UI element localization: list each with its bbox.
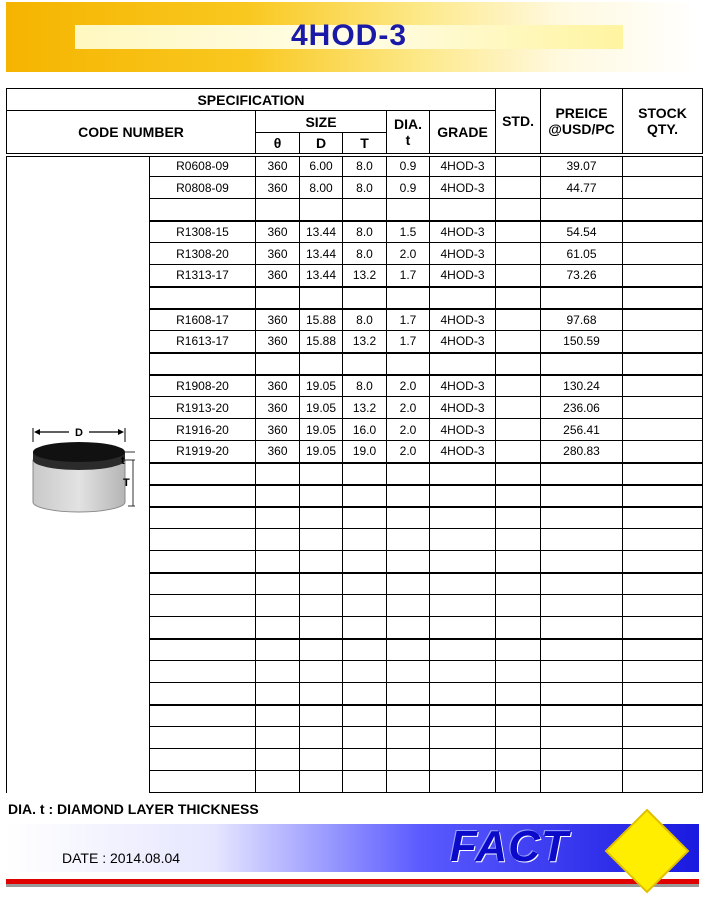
dia-cell: 2.0 (387, 419, 430, 441)
d-cell (300, 463, 343, 485)
stock-cell (623, 353, 703, 375)
dia-cell (387, 749, 430, 771)
dia-cell: 0.9 (387, 177, 430, 199)
std-cell (496, 595, 541, 617)
stock-cell (623, 727, 703, 749)
price-cell (541, 529, 623, 551)
grade-cell: 4HOD-3 (430, 177, 496, 199)
stock-cell (623, 683, 703, 705)
t-cell: 13.2 (343, 397, 387, 419)
d-cell (300, 705, 343, 727)
code-cell (150, 749, 256, 771)
theta-cell (256, 463, 300, 485)
d-cell (300, 749, 343, 771)
grade-cell (430, 771, 496, 793)
price-cell: 150.59 (541, 331, 623, 353)
t-cell (343, 683, 387, 705)
header-code-number: CODE NUMBER (7, 111, 256, 155)
grade-cell (430, 727, 496, 749)
code-cell: R1308-20 (150, 243, 256, 265)
code-cell (150, 529, 256, 551)
grade-cell: 4HOD-3 (430, 331, 496, 353)
d-cell (300, 199, 343, 221)
code-cell (150, 683, 256, 705)
grade-cell (430, 485, 496, 507)
code-cell: R1908-20 (150, 375, 256, 397)
header-dia (387, 111, 430, 155)
code-cell (150, 551, 256, 573)
fact-logo: FACT (450, 822, 569, 871)
theta-cell (256, 551, 300, 573)
header-t: T (343, 133, 387, 155)
stock-cell (623, 463, 703, 485)
stock-cell (623, 595, 703, 617)
footnote: DIA. t : DIAMOND LAYER THICKNESS (8, 801, 259, 817)
dia-cell (387, 551, 430, 573)
stock-cell (623, 507, 703, 529)
t-cell (343, 199, 387, 221)
dia-cell: 1.7 (387, 309, 430, 331)
price-cell: 39.07 (541, 155, 623, 177)
code-cell (150, 727, 256, 749)
t-cell: 8.0 (343, 375, 387, 397)
std-cell (496, 441, 541, 463)
grade-cell (430, 507, 496, 529)
dia-cell (387, 661, 430, 683)
code-cell (150, 463, 256, 485)
stock-cell (623, 265, 703, 287)
theta-cell: 360 (256, 265, 300, 287)
dia-cell (387, 683, 430, 705)
theta-cell (256, 705, 300, 727)
std-cell (496, 771, 541, 793)
t-cell (343, 771, 387, 793)
theta-cell (256, 683, 300, 705)
d-cell: 13.44 (300, 243, 343, 265)
code-cell (150, 617, 256, 639)
std-cell (496, 155, 541, 177)
code-cell: R1613-17 (150, 331, 256, 353)
stock-cell (623, 441, 703, 463)
dia-cell (387, 639, 430, 661)
d-cell: 19.05 (300, 375, 343, 397)
std-cell (496, 309, 541, 331)
theta-cell (256, 573, 300, 595)
dia-cell (387, 353, 430, 375)
grade-cell (430, 595, 496, 617)
t-cell (343, 705, 387, 727)
std-cell (496, 287, 541, 309)
code-cell: R0808-09 (150, 177, 256, 199)
grade-cell: 4HOD-3 (430, 375, 496, 397)
product-image-cell (7, 155, 150, 793)
d-cell: 8.00 (300, 177, 343, 199)
dia-cell: 2.0 (387, 243, 430, 265)
code-cell: R1608-17 (150, 309, 256, 331)
spec-body (7, 155, 703, 793)
d-cell (300, 507, 343, 529)
price-cell (541, 199, 623, 221)
stock-cell (623, 617, 703, 639)
t-cell: 8.0 (343, 177, 387, 199)
header-price-line1: PREICE (555, 104, 608, 121)
theta-cell: 360 (256, 221, 300, 243)
std-cell (496, 463, 541, 485)
code-cell (150, 771, 256, 793)
std-cell (496, 705, 541, 727)
theta-cell: 360 (256, 243, 300, 265)
theta-cell (256, 639, 300, 661)
code-cell (150, 705, 256, 727)
d-cell (300, 529, 343, 551)
diagram-label-small-t: t (121, 454, 125, 467)
d-cell (300, 485, 343, 507)
price-cell: 130.24 (541, 375, 623, 397)
std-cell (496, 265, 541, 287)
price-cell (541, 463, 623, 485)
t-cell (343, 485, 387, 507)
dia-cell (387, 529, 430, 551)
price-cell (541, 639, 623, 661)
theta-cell (256, 617, 300, 639)
table-row (7, 155, 703, 177)
price-cell (541, 551, 623, 573)
stock-cell (623, 419, 703, 441)
dia-cell (387, 705, 430, 727)
t-cell (343, 639, 387, 661)
header-size: SIZE (256, 111, 387, 133)
dia-cell (387, 507, 430, 529)
d-cell (300, 595, 343, 617)
stock-cell (623, 309, 703, 331)
price-cell: 44.77 (541, 177, 623, 199)
code-cell: R0608-09 (150, 155, 256, 177)
std-cell (496, 397, 541, 419)
t-cell: 13.2 (343, 331, 387, 353)
std-cell (496, 353, 541, 375)
price-cell (541, 771, 623, 793)
dia-cell (387, 771, 430, 793)
grade-cell: 4HOD-3 (430, 419, 496, 441)
code-cell (150, 287, 256, 309)
stock-cell (623, 529, 703, 551)
std-cell (496, 375, 541, 397)
t-cell: 8.0 (343, 243, 387, 265)
theta-cell (256, 199, 300, 221)
t-cell: 8.0 (343, 309, 387, 331)
t-cell: 13.2 (343, 265, 387, 287)
std-cell (496, 573, 541, 595)
footer-gray-line (6, 884, 699, 887)
std-cell (496, 551, 541, 573)
grade-cell: 4HOD-3 (430, 243, 496, 265)
header-dia-line1: DIA. (394, 115, 422, 132)
code-cell: R1313-17 (150, 265, 256, 287)
code-cell (150, 595, 256, 617)
header-stock-line2: QTY. (646, 120, 679, 137)
d-cell: 15.88 (300, 309, 343, 331)
price-cell (541, 287, 623, 309)
theta-cell: 360 (256, 177, 300, 199)
d-cell: 6.00 (300, 155, 343, 177)
code-cell: R1916-20 (150, 419, 256, 441)
std-cell (496, 683, 541, 705)
stock-cell (623, 199, 703, 221)
grade-cell: 4HOD-3 (430, 441, 496, 463)
price-cell: 256.41 (541, 419, 623, 441)
price-cell (541, 353, 623, 375)
stock-cell (623, 155, 703, 177)
header-price-line2: @USD/PC (548, 120, 615, 137)
code-cell (150, 485, 256, 507)
theta-cell (256, 485, 300, 507)
code-cell (150, 573, 256, 595)
theta-cell (256, 771, 300, 793)
dia-cell: 0.9 (387, 155, 430, 177)
code-cell (150, 353, 256, 375)
stock-cell (623, 771, 703, 793)
grade-cell: 4HOD-3 (430, 309, 496, 331)
header-std: STD. (496, 89, 541, 155)
code-cell (150, 661, 256, 683)
d-cell: 19.05 (300, 419, 343, 441)
dia-cell (387, 595, 430, 617)
std-cell (496, 661, 541, 683)
code-cell: R1919-20 (150, 441, 256, 463)
stock-cell (623, 639, 703, 661)
dia-cell (387, 573, 430, 595)
theta-cell (256, 661, 300, 683)
d-cell (300, 661, 343, 683)
price-cell (541, 661, 623, 683)
grade-cell (430, 617, 496, 639)
grade-cell (430, 287, 496, 309)
t-cell (343, 463, 387, 485)
grade-cell (430, 551, 496, 573)
t-cell (343, 551, 387, 573)
d-cell: 15.88 (300, 331, 343, 353)
grade-cell (430, 529, 496, 551)
t-cell (343, 749, 387, 771)
price-cell (541, 573, 623, 595)
diagram-label-big-t: T (123, 476, 130, 489)
d-cell: 19.05 (300, 397, 343, 419)
price-cell (541, 617, 623, 639)
pdc-cutter-diagram (13, 420, 143, 530)
code-cell (150, 507, 256, 529)
d-cell (300, 617, 343, 639)
theta-cell: 360 (256, 397, 300, 419)
grade-cell (430, 199, 496, 221)
theta-cell (256, 749, 300, 771)
d-cell: 13.44 (300, 265, 343, 287)
t-cell (343, 661, 387, 683)
grade-cell: 4HOD-3 (430, 265, 496, 287)
theta-cell (256, 529, 300, 551)
header-grade: GRADE (430, 111, 496, 155)
std-cell (496, 639, 541, 661)
price-cell: 61.05 (541, 243, 623, 265)
dia-cell (387, 287, 430, 309)
std-cell (496, 507, 541, 529)
std-cell (496, 221, 541, 243)
theta-cell (256, 287, 300, 309)
t-cell: 8.0 (343, 155, 387, 177)
price-cell (541, 749, 623, 771)
header-d: D (300, 133, 343, 155)
t-cell (343, 507, 387, 529)
header-stock-line1: STOCK (638, 104, 687, 121)
grade-cell: 4HOD-3 (430, 397, 496, 419)
price-cell (541, 485, 623, 507)
grade-cell (430, 573, 496, 595)
t-cell (343, 595, 387, 617)
theta-cell: 360 (256, 331, 300, 353)
price-cell (541, 705, 623, 727)
grade-cell: 4HOD-3 (430, 155, 496, 177)
stock-cell (623, 397, 703, 419)
theta-cell (256, 507, 300, 529)
header-stock (623, 89, 703, 155)
stock-cell (623, 221, 703, 243)
d-cell (300, 287, 343, 309)
price-cell (541, 595, 623, 617)
grade-cell (430, 353, 496, 375)
d-cell (300, 551, 343, 573)
std-cell (496, 749, 541, 771)
d-cell (300, 683, 343, 705)
theta-cell (256, 727, 300, 749)
stock-cell (623, 331, 703, 353)
header-dia-line2: t (405, 131, 411, 148)
stock-cell (623, 485, 703, 507)
grade-cell (430, 463, 496, 485)
std-cell (496, 485, 541, 507)
t-cell (343, 573, 387, 595)
d-cell (300, 353, 343, 375)
price-cell: 236.06 (541, 397, 623, 419)
dia-cell (387, 199, 430, 221)
std-cell (496, 177, 541, 199)
grade-cell: 4HOD-3 (430, 221, 496, 243)
stock-cell (623, 749, 703, 771)
code-cell (150, 199, 256, 221)
spec-table (6, 88, 703, 793)
d-cell: 19.05 (300, 441, 343, 463)
dia-cell (387, 617, 430, 639)
t-cell (343, 529, 387, 551)
grade-cell (430, 683, 496, 705)
theta-cell: 360 (256, 309, 300, 331)
dia-cell (387, 727, 430, 749)
std-cell (496, 617, 541, 639)
price-cell: 73.26 (541, 265, 623, 287)
std-cell (496, 419, 541, 441)
grade-cell (430, 639, 496, 661)
d-cell (300, 727, 343, 749)
price-cell (541, 727, 623, 749)
diagram-label-d: D (75, 426, 83, 439)
date-label: DATE : 2014.08.04 (62, 850, 181, 866)
grade-cell (430, 661, 496, 683)
d-cell (300, 573, 343, 595)
stock-cell (623, 287, 703, 309)
theta-cell: 360 (256, 155, 300, 177)
theta-cell: 360 (256, 441, 300, 463)
t-cell: 16.0 (343, 419, 387, 441)
code-cell: R1308-15 (150, 221, 256, 243)
stock-cell (623, 375, 703, 397)
stock-cell (623, 551, 703, 573)
code-cell (150, 639, 256, 661)
diamond-icon (604, 808, 690, 894)
price-cell: 97.68 (541, 309, 623, 331)
t-cell: 19.0 (343, 441, 387, 463)
header-specification: SPECIFICATION (7, 89, 496, 111)
price-cell (541, 507, 623, 529)
std-cell (496, 529, 541, 551)
stock-cell (623, 177, 703, 199)
d-cell (300, 771, 343, 793)
std-cell (496, 727, 541, 749)
page-title: 4HOD-3 (290, 19, 408, 52)
dia-cell: 2.0 (387, 441, 430, 463)
stock-cell (623, 661, 703, 683)
t-cell: 8.0 (343, 221, 387, 243)
dia-cell: 1.7 (387, 331, 430, 353)
theta-cell (256, 595, 300, 617)
dia-cell (387, 485, 430, 507)
dia-cell: 2.0 (387, 397, 430, 419)
std-cell (496, 199, 541, 221)
dia-cell (387, 463, 430, 485)
stock-cell (623, 243, 703, 265)
grade-cell (430, 749, 496, 771)
std-cell (496, 331, 541, 353)
t-cell (343, 287, 387, 309)
dia-cell: 1.5 (387, 221, 430, 243)
theta-cell (256, 353, 300, 375)
t-cell (343, 727, 387, 749)
stock-cell (623, 573, 703, 595)
dia-cell: 2.0 (387, 375, 430, 397)
code-cell: R1913-20 (150, 397, 256, 419)
header-theta: θ (256, 133, 300, 155)
theta-cell: 360 (256, 419, 300, 441)
price-cell: 280.83 (541, 441, 623, 463)
dia-cell: 1.7 (387, 265, 430, 287)
d-cell: 13.44 (300, 221, 343, 243)
price-cell (541, 683, 623, 705)
header-price (541, 89, 623, 155)
t-cell (343, 353, 387, 375)
d-cell (300, 639, 343, 661)
theta-cell: 360 (256, 375, 300, 397)
stock-cell (623, 705, 703, 727)
t-cell (343, 617, 387, 639)
std-cell (496, 243, 541, 265)
price-cell: 54.54 (541, 221, 623, 243)
grade-cell (430, 705, 496, 727)
